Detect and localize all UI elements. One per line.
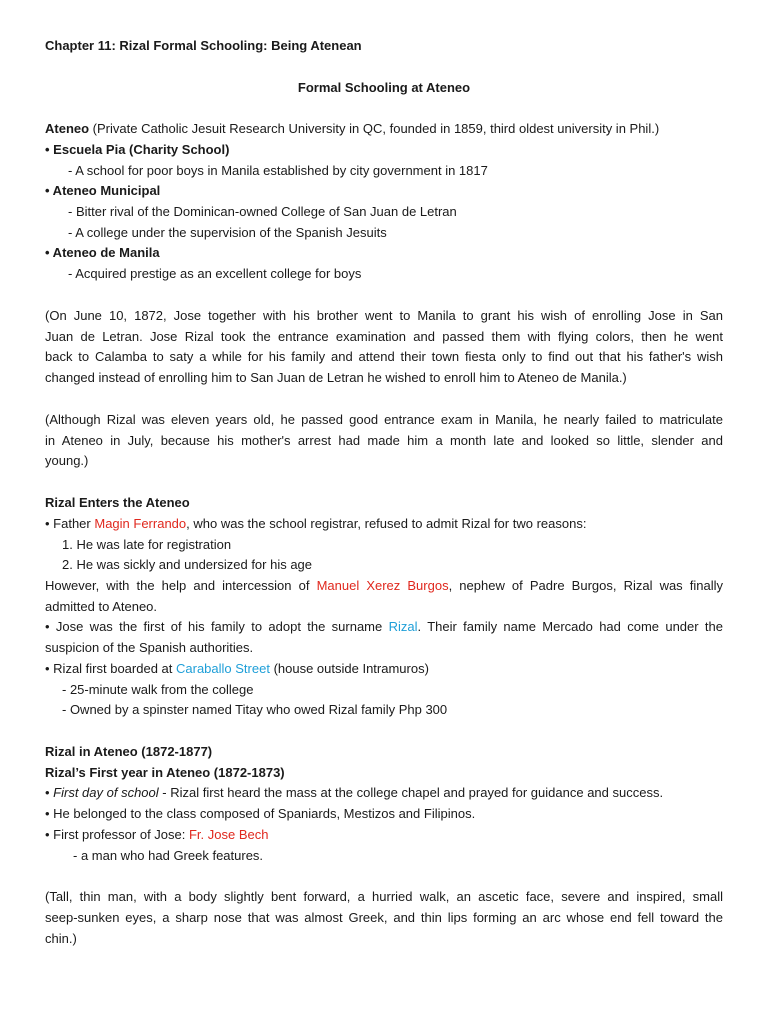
section-title: Formal Schooling at Ateneo	[297, 80, 471, 95]
burgos-prefix: However, with the help and intercession of	[45, 578, 317, 593]
burgos-suffix: , nephew of Padre Burgos, Rizal was finally	[448, 578, 724, 593]
caraballo-street: Caraballo Street	[176, 661, 270, 676]
surname-bullet	[45, 616, 723, 637]
rizal-in-ateneo-heading: Rizal in Ateneo (1872-1877)	[45, 744, 213, 759]
ateneo-municipal-note-1: - Bitter rival of the Dominican-owned College of San Juan de Letran	[68, 204, 457, 219]
boarded-suffix: (house outside Intramuros)	[269, 661, 429, 676]
ateneo-term: Ateneo	[45, 121, 90, 136]
ateneo-municipal-note-2: - A college under the supervision of the Spanish Jesuits	[68, 225, 387, 240]
first-day-bullet	[45, 782, 723, 803]
boarded-prefix: • Rizal first boarded at	[45, 661, 176, 676]
ferrando-suffix: , who was the school registrar, refused to admit Rizal for two reasons:	[186, 516, 587, 531]
ateneo-definition	[45, 118, 723, 139]
professor-prefix: • First professor of Jose:	[45, 827, 189, 842]
magin-ferrando-name: Magin Ferrando	[94, 516, 187, 531]
paragraph-enrollment-line: (On June 10, 1872, Jose together with his brother went to Manila to grant his wish of enrolling Jose in San	[45, 308, 723, 323]
ateneo-de-manila-note: - Acquired prestige as an excellent college for boys	[68, 266, 362, 281]
burgos-line-2: admitted to Ateneo.	[45, 599, 158, 614]
professor-note: - a man who had Greek features.	[73, 848, 264, 863]
first-day-term: First day of school	[53, 785, 159, 800]
paragraph-entrance-line: in Ateneo in July, because his mother's arrest had made him a month late and looked so little, slender and	[45, 433, 723, 448]
chapter-title: Chapter 11: Rizal Formal Schooling: Being Atenean	[45, 38, 362, 53]
surname-line-2: suspicion of the Spanish authorities.	[45, 640, 254, 655]
escuela-pia-bullet: • Escuela Pia (Charity School)	[45, 142, 230, 157]
professor-bullet	[45, 824, 723, 845]
ateneo-de-manila-bullet: • Ateneo de Manila	[45, 245, 160, 260]
paragraph-description-line: seep-sunken eyes, a sharp nose that was almost Greek, and thin lips forming an arc whose end fell toward the	[45, 910, 723, 925]
reason-2: 2. He was sickly and undersized for his age	[62, 557, 313, 572]
first-day-text: - Rizal first heard the mass at the college chapel and prayed for guidance and success.	[158, 785, 664, 800]
paragraph-enrollment-line: back to Calamba to saty a while for his family and attend their town fiesta only to find out that his father's wish	[45, 349, 723, 364]
paragraph-description-line: (Tall, thin man, with a body slightly bent forward, a hurried walk, an ascetic face, severe and inspired, small	[45, 889, 723, 904]
ferrando-prefix: • Father	[45, 516, 95, 531]
paragraph-entrance-line: young.)	[45, 453, 89, 468]
enters-ateneo-heading: Rizal Enters the Ateneo	[45, 495, 190, 510]
ferrando-bullet	[45, 513, 723, 534]
boarded-bullet	[45, 658, 723, 679]
paragraph-entrance-line: (Although Rizal was eleven years old, he passed good entrance exam in Manila, he nearly failed to matriculate	[45, 412, 723, 427]
manuel-xerez-burgos-name: Manuel Xerez Burgos	[316, 578, 449, 593]
first-year-heading: Rizal’s First year in Ateneo (1872-1873)	[45, 765, 285, 780]
ateneo-municipal-bullet: • Ateneo Municipal	[45, 183, 161, 198]
reason-1: 1. He was late for registration	[62, 537, 232, 552]
first-day-bullet-mark: •	[45, 785, 54, 800]
burgos-line	[45, 575, 723, 596]
rizal-surname: Rizal	[388, 619, 418, 634]
paragraph-description-line: chin.)	[45, 931, 77, 946]
walk-note: - 25-minute walk from the college	[62, 682, 254, 697]
jose-bech-name: Fr. Jose Bech	[188, 827, 269, 842]
owner-note: - Owned by a spinster named Titay who owed Rizal family Php 300	[62, 702, 448, 717]
surname-prefix: • Jose was the first of his family to adopt the surname	[45, 619, 389, 634]
ateneo-description: (Private Catholic Jesuit Research University in QC, founded in 1859, third oldest university in Phil.)	[89, 121, 660, 136]
paragraph-enrollment-line: changed instead of enrolling him to San Juan de Letran he wished to enroll him to Ateneo de Manila.)	[45, 370, 627, 385]
escuela-pia-note: - A school for poor boys in Manila established by city government in 1817	[68, 163, 488, 178]
surname-suffix: . Their family name Mercado had come under the	[417, 619, 723, 634]
class-bullet: • He belonged to the class composed of Spaniards, Mestizos and Filipinos.	[45, 806, 476, 821]
paragraph-enrollment-line: Juan de Letran. Jose Rizal took the entrance examination and passed them with flying colors, then he went	[45, 329, 723, 344]
